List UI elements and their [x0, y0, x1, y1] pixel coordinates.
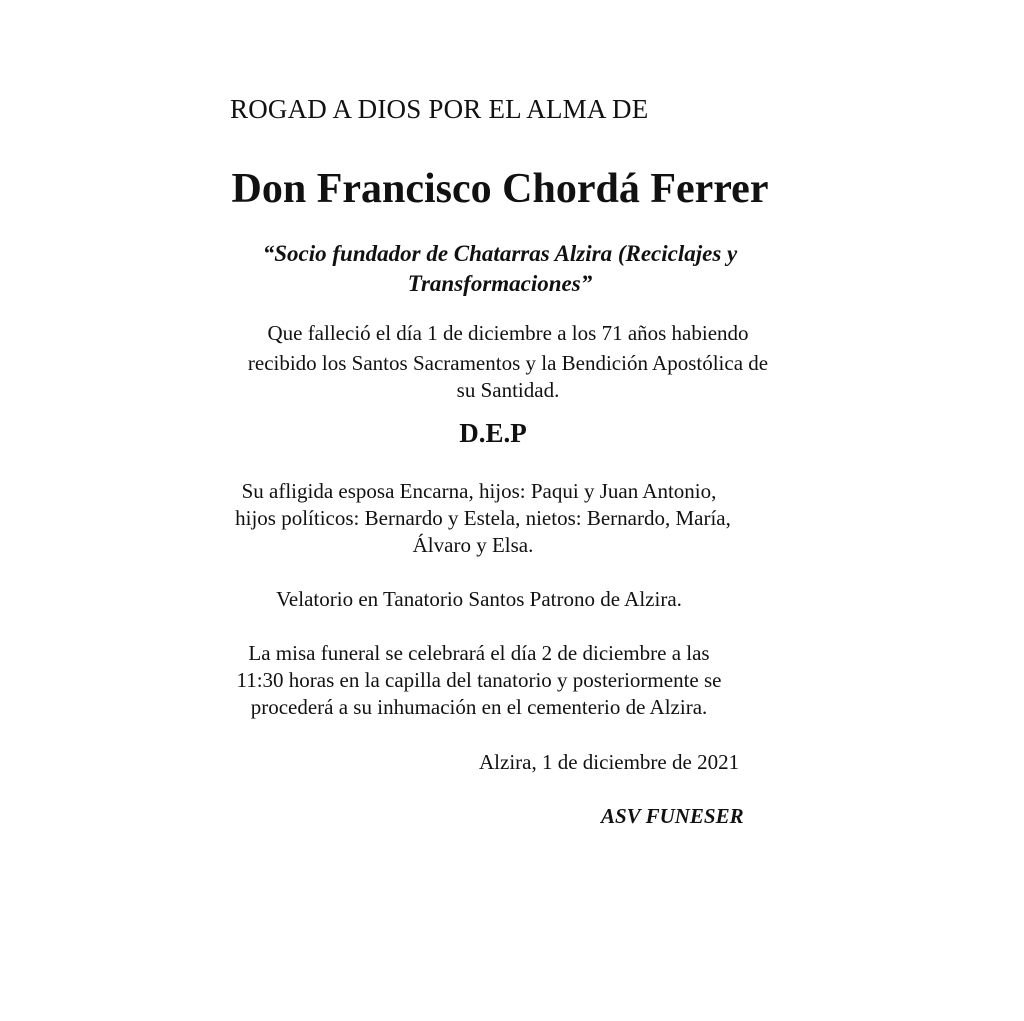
- tagline-line-1: “Socio fundador de Chatarras Alzira (Reciclajes y: [262, 241, 738, 266]
- death-notice-line-2: recibido los Santos Sacramentos y la Bendición Apostólica de: [247, 351, 769, 375]
- death-notice-line-1: Que falleció el día 1 de diciembre a los 71 años habiendo: [267, 321, 749, 345]
- wake-notice: Velatorio en Tanatorio Santos Patrono de Alzira.: [276, 587, 682, 611]
- header-text: ROGAD A DIOS POR EL ALMA DE: [230, 94, 649, 124]
- signature: ASV FUNESER: [601, 804, 744, 828]
- funeral-line-1: La misa funeral se celebrará el día 2 de diciembre a las: [248, 641, 710, 665]
- death-notice-line-3: su Santidad.: [456, 378, 560, 402]
- funeral-line-3: procederá a su inhumación en el cementerio de Alzira.: [250, 695, 708, 719]
- place-date: Alzira, 1 de diciembre de 2021: [479, 750, 740, 774]
- deceased-name: Don Francisco Chordá Ferrer: [231, 166, 769, 212]
- family-line-3: Álvaro y Elsa.: [412, 533, 534, 557]
- funeral-line-2: 11:30 horas en la capilla del tanatorio y posteriormente se: [236, 668, 722, 692]
- dep-heading: D.E.P: [459, 418, 527, 448]
- family-line-1: Su afligida esposa Encarna, hijos: Paqui y Juan Antonio,: [241, 479, 717, 503]
- tagline-line-2: Transformaciones”: [407, 271, 593, 296]
- family-line-2: hijos políticos: Bernardo y Estela, nietos: Bernardo, María,: [235, 506, 731, 530]
